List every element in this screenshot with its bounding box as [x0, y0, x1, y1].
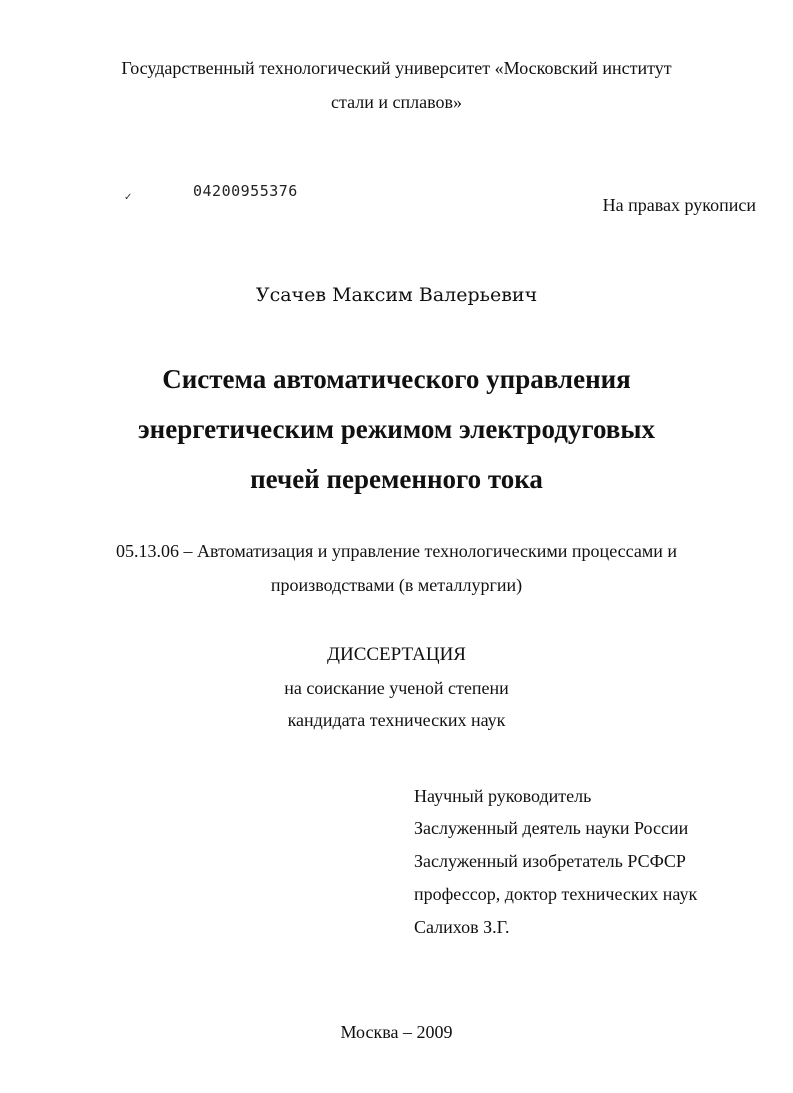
dissertation-title-line1: Система автоматического управления [162, 364, 631, 394]
manuscript-rights: На правах рукописи [602, 195, 756, 215]
specialty-line1: 05.13.06 – Автоматизация и управление технологическими процессами и [116, 541, 677, 561]
university-name-line2: стали и сплавов» [331, 92, 462, 112]
dissertation-title-line3: печей переменного тока [250, 464, 543, 494]
university-name-line1: Государственный технологический университет «Московский институт [121, 58, 672, 78]
dissertation-label: ДИССЕРТАЦИЯ [327, 644, 466, 665]
degree-line1: на соискание ученой степени [284, 678, 509, 698]
city-year: Москва – 2009 [340, 1022, 453, 1042]
author-name: Усачев Максим Валерьевич [255, 284, 538, 306]
supervisor-degree: профессор, доктор технических наук [414, 884, 698, 904]
inventory-number: 04200955376 [193, 182, 298, 200]
supervisor-heading: Научный руководитель [414, 786, 592, 806]
supervisor-title1: Заслуженный деятель науки России [414, 818, 689, 838]
specialty-line2: производствами (в металлургии) [270, 575, 523, 595]
supervisor-name: Салихов З.Г. [414, 917, 510, 937]
degree-line2: кандидата технических наук [287, 710, 506, 730]
supervisor-title2: Заслуженный изобретатель РСФСР [414, 851, 686, 871]
tick-mark: ✓ [124, 192, 133, 203]
dissertation-title-line2: энергетическим режимом электродуговых [138, 414, 655, 444]
